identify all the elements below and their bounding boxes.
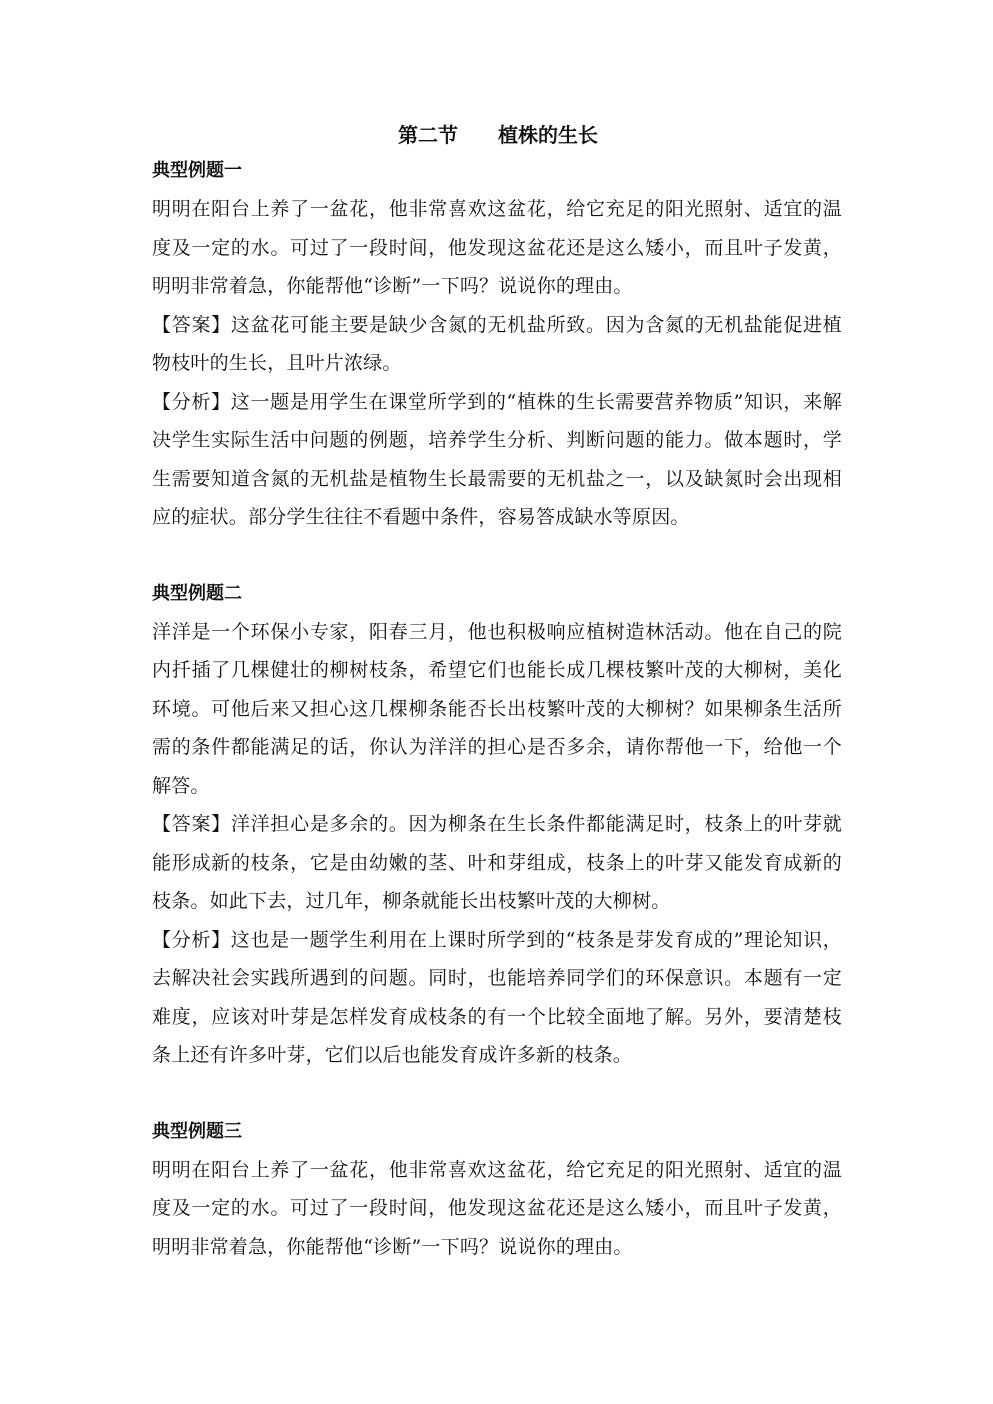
example-question: 明明在阳台上养了一盆花，他非常喜欢这盆花，给它充足的阳光照射、适宜的温度及一定的水。可过了一段时间，他发现这盆花还是这么矮小，而且叶子发黄，明明非常着急，你能帮他“诊断”一下吗？说说你的理由。 — [152, 1158, 842, 1258]
section-title: 第二节 植株的生长 — [398, 123, 598, 147]
example-heading: 典型例题二 — [152, 582, 242, 604]
example-question: 明明在阳台上养了一盆花，他非常喜欢这盆花，给它充足的阳光照射、适宜的温度及一定的水。可过了一段时间，他发现这盆花还是这么矮小，而且叶子发黄，明明非常着急，你能帮他“诊断”一下吗？说说你的理由。 — [152, 198, 842, 297]
example-answer: 【答案】洋洋担心是多余的。因为柳条在生长条件都能满足时，枝条上的叶芽就能形成新的枝条，它是由幼嫩的茎、叶和芽组成，枝条上的叶芽又能发育成新的枝条。如此下去，过几年，柳条就能长出枝繁叶茂的大柳树。 — [152, 813, 842, 912]
example-block-1 — [152, 152, 842, 537]
example-block-2 — [152, 575, 842, 1075]
example-question: 洋洋是一个环保小专家，阳春三月，他也积极响应植树造林活动。他在自己的院内扦插了几棵健壮的柳树枝条，希望它们也能长成几棵枝繁叶茂的大柳树，美化环境。可他后来又担心这几棵柳条能否长出枝繁叶茂的大柳树？如果柳条生活所需的条件都能满足的话，你认为洋洋的担心是否多余，请你帮他一下，给他一个解答。 — [152, 620, 842, 797]
spacer — [152, 1075, 842, 1113]
example-heading: 典型例题三 — [152, 1120, 242, 1142]
example-analysis: 【分析】这也是一题学生利用在上课时所学到的“枝条是芽发育成的”理论知识，去解决社会实践所遇到的问题。同时，也能培养同学们的环保意识。本题有一定难度，应该对叶芽是怎样发育成枝条的有一个比较全面地了解。另外，要清楚枝条上还有许多叶芽，它们以后也能发育成许多新的枝条。 — [152, 928, 842, 1066]
example-analysis: 【分析】这一题是用学生在课堂所学到的“植株的生长需要营养物质”知识，来解决学生实际生活中问题的例题，培养学生分析、判断问题的能力。做本题时，学生需要知道含氮的无机盐是植物生长最需要的无机盐之一，以及缺氮时会出现相应的症状。部分学生往往不看题中条件，容易答成缺水等原因。 — [152, 390, 842, 528]
document-page — [152, 118, 842, 1266]
example-heading: 典型例题一 — [152, 160, 242, 181]
spacer — [152, 537, 842, 575]
example-block-3 — [152, 1113, 842, 1267]
example-answer: 【答案】这盆花可能主要是缺少含氮的无机盐所致。因为含氮的无机盐能促进植物枝叶的生长，且叶片浓绿。 — [152, 313, 842, 374]
